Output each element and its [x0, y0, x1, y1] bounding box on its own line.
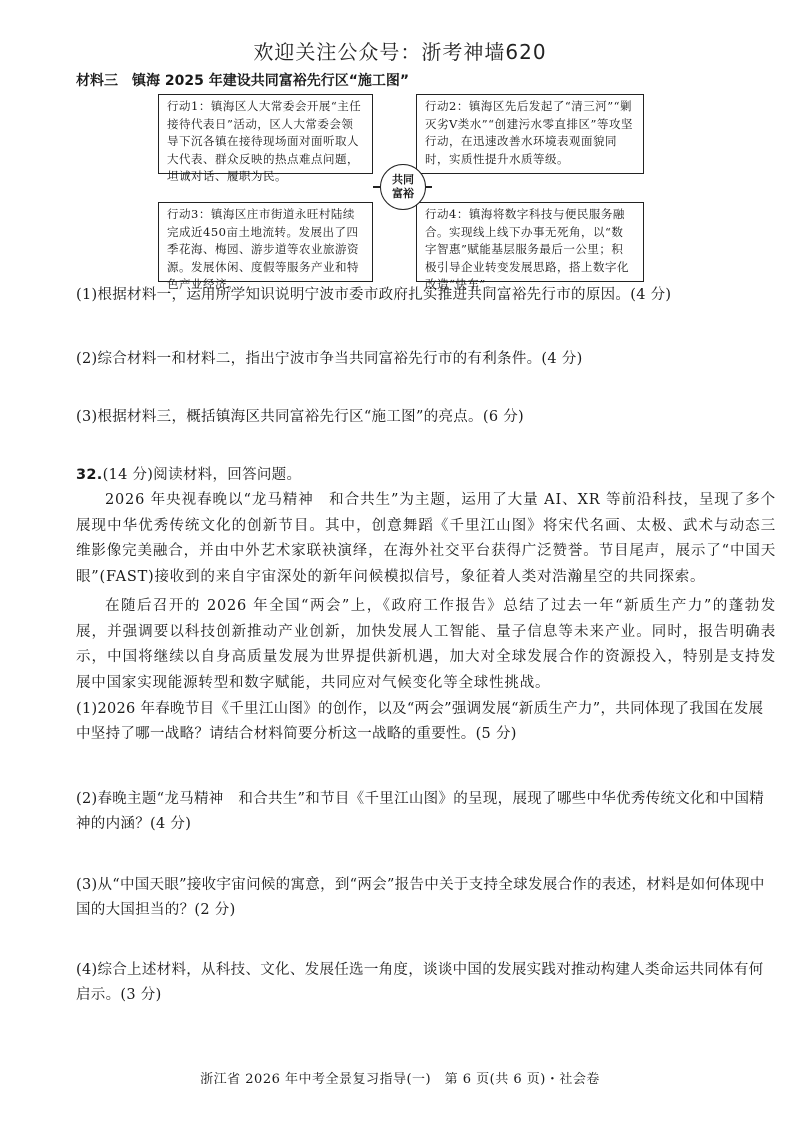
- question-31-2: (2)综合材料一和材料二，指出宁波市争当共同富裕先行市的有利条件。(4 分): [76, 351, 583, 367]
- material-paragraph-2: 在随后召开的 2026 年全国“两会”上，《政府工作报告》总结了过去一年“新质生产力”的蓬勃发展，并强调要以科技创新推动产业创新，加快发展人工智能、量子信息等未来产业。同时，报告明确表示，中国将继续以自身高质量发展为世界提供新机遇，加大对全球发展合作的资源投入，特别是支持发展中国家实现能源转型和数字赋能，共同应对气候变化等全球性挑战。: [76, 598, 776, 691]
- question-32-4: (4)综合上述材料，从科技、文化、发展任选一角度，谈谈中国的发展实践对推动构建人类命运共同体有何启示。(3 分): [76, 962, 764, 1003]
- question-32-number: 32.: [76, 467, 103, 483]
- material-3-heading: 镇海 2025 年建设共同富裕先行区“施工图”: [132, 73, 410, 89]
- action-box-1: 行动1：镇海区人大常委会开展“主任接待代表日”活动，区人大常委会领导下沉各镇在接待现场面对面听取人大代表、群众反映的热点难点问题，坦诚对话、履职为民。: [158, 94, 373, 174]
- page-footer: 浙江省 2026 年中考全景复习指导(一) 第 6 页(共 6 页)・社会卷: [200, 1072, 600, 1087]
- center-circle-label: 共同富裕: [392, 173, 414, 200]
- action-box-3: 行动3：镇海区庄市街道永旺村陆续完成近450亩土地流转。发展出了四季花海、梅园、游步道等农业旅游资源。发展休闲、度假等服务产业和特色产业经济。: [158, 202, 373, 282]
- question-31-3: (3)根据材料三，概括镇海区共同富裕先行区“施工图”的亮点。(6 分): [76, 409, 525, 425]
- header-banner: 欢迎关注公众号：浙考神墙620: [253, 40, 547, 64]
- material-3-label: 材料三: [76, 73, 118, 89]
- question-31-1: (1)根据材料一，运用所学知识说明宁波市委市政府扎实推进共同富裕先行市的原因。(4 分): [76, 287, 672, 303]
- action-box-2: 行动2：镇海区先后发起了“清三河”“剿灭劣Ⅴ类水”“创建污水零直排区”等攻坚行动，在迅速改善水环境表观面貌同时，实质性提升水质等级。: [416, 94, 644, 174]
- material-3-title: [76, 70, 409, 90]
- question-32-1: (1)2026 年春晚节目《千里江山图》的创作，以及“两会”强调发展“新质生产力”，共同体现了我国在发展中坚持了哪一战略？请结合材料简要分析这一战略的重要性。(5 分): [76, 701, 764, 742]
- material-paragraph-1: 2026 年央视春晚以“龙马精神 和合共生”为主题，运用了大量 AI、XR 等前沿科技，呈现了多个展现中华优秀传统文化的创新节目。其中，创意舞蹈《千里江山图》将宋代名画、太极、武术与动态三维影像完美融合，并由中外艺术家联袂演绎，在海外社交平台获得广泛赞誉。节目尾声，展示了“中国天眼”(FAST)接收到的来自宇宙深处的新年问候模拟信号，象征着人类对浩瀚星空的共同探索。: [76, 492, 776, 585]
- center-circle: [380, 164, 426, 210]
- question-32-3: (3)从“中国天眼”接收宇宙问候的寓意，到“两会”报告中关于支持全球发展合作的表述，材料是如何体现中国的大国担当的？(2 分): [76, 877, 765, 918]
- question-32-2: (2)春晚主题“龙马精神 和合共生”和节目《千里江山图》的呈现，展现了哪些中华优秀传统文化和中国精神的内涵？(4 分): [76, 791, 765, 832]
- question-32-intro: (14 分)阅读材料，回答问题。: [102, 467, 302, 483]
- common-prosperity-diagram: [158, 94, 644, 291]
- question-32-header: [76, 463, 776, 488]
- connector-line: [373, 186, 380, 188]
- action-box-4: 行动4：镇海将数字科技与便民服务融合。实现线上线下办事无死角，以“数字智惠”赋能基层服务最后一公里；积极引导企业转变发展思路，搭上数字化改造“快车”。: [416, 202, 644, 282]
